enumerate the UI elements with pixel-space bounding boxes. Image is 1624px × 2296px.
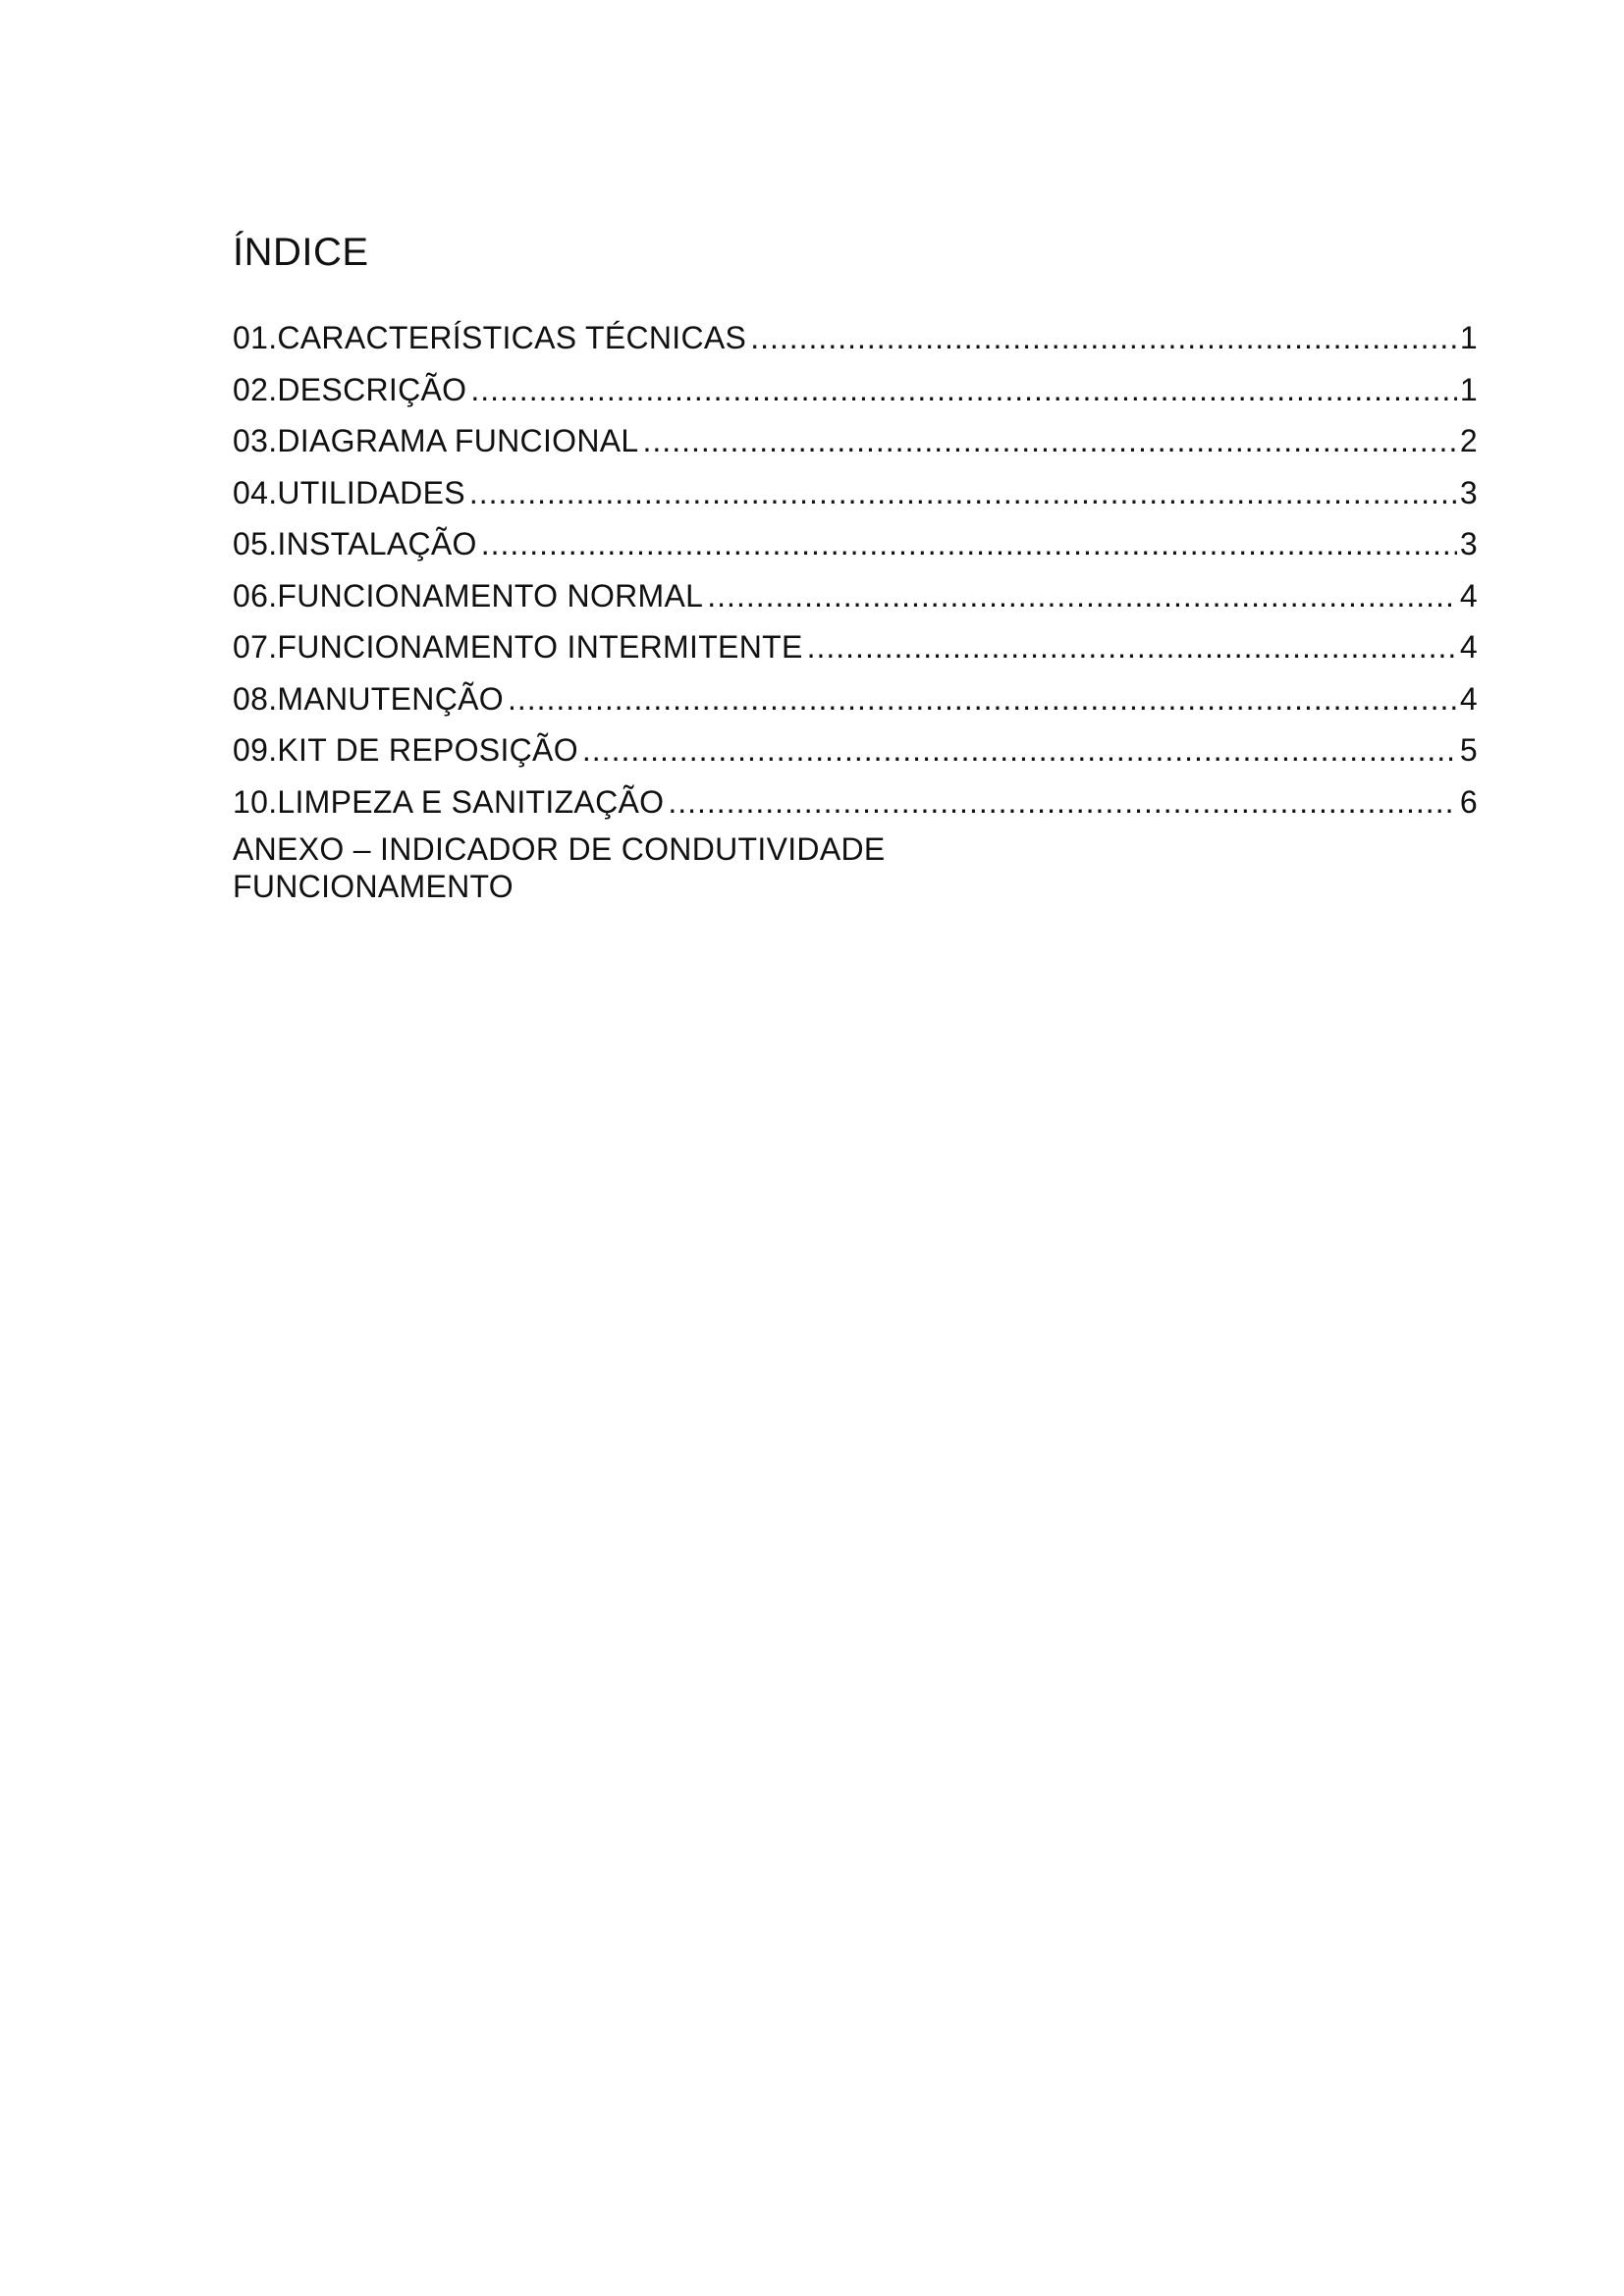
dot-leader (582, 724, 1457, 775)
toc-entry[interactable] (233, 312, 1478, 364)
dot-leader (668, 776, 1457, 828)
toc-entry-label: 09.KIT DE REPOSIÇÃO (233, 732, 578, 768)
annex-title: ANEXO – INDICADOR DE CONDUTIVIDADE (233, 831, 886, 867)
toc-entry[interactable] (233, 776, 1478, 828)
annex-entry[interactable] (233, 830, 886, 905)
toc-entry[interactable] (233, 570, 1478, 622)
toc-entry-label: 03.DIAGRAMA FUNCIONAL (233, 423, 639, 458)
dot-leader (707, 570, 1457, 621)
table-of-contents (233, 312, 1478, 828)
toc-entry-page: 6 (1459, 783, 1478, 820)
toc-entry[interactable] (233, 518, 1478, 570)
dot-leader (469, 467, 1457, 518)
toc-entry-label: 08.MANUTENÇÃO (233, 680, 504, 717)
toc-entry[interactable] (233, 415, 1478, 467)
toc-entry-label: 10.LIMPEZA E SANITIZAÇÃO (233, 783, 665, 820)
toc-entry-page: 4 (1459, 577, 1478, 614)
dot-leader (750, 312, 1457, 363)
page-title: ÍNDICE (233, 231, 369, 274)
toc-entry-label: 02.DESCRIÇÃO (233, 371, 467, 407)
toc-entry-page: 4 (1459, 680, 1478, 717)
toc-entry-page: 1 (1459, 371, 1478, 407)
toc-entry-page: 3 (1459, 474, 1478, 510)
toc-entry-label: 06.FUNCIONAMENTO NORMAL (233, 577, 704, 614)
dot-leader (643, 415, 1457, 466)
toc-entry-label: 05.INSTALAÇÃO (233, 526, 477, 561)
annex-subtitle: FUNCIONAMENTO (233, 869, 514, 904)
toc-entry[interactable] (233, 467, 1478, 519)
toc-entry-page: 1 (1459, 320, 1478, 355)
toc-entry-page: 2 (1459, 423, 1478, 458)
dot-leader (470, 364, 1457, 415)
toc-entry-label: 01.CARACTERÍSTICAS TÉCNICAS (233, 320, 747, 355)
toc-entry[interactable] (233, 621, 1478, 673)
toc-entry-page: 3 (1459, 526, 1478, 561)
toc-entry[interactable] (233, 673, 1478, 725)
dot-leader (481, 518, 1457, 569)
toc-entry-label: 07.FUNCIONAMENTO INTERMITENTE (233, 629, 803, 665)
dot-leader (508, 673, 1457, 724)
toc-entry[interactable] (233, 364, 1478, 416)
toc-entry-page: 5 (1459, 732, 1478, 768)
toc-entry-label: 04.UTILIDADES (233, 474, 465, 510)
toc-entry-page: 4 (1459, 629, 1478, 665)
toc-entry[interactable] (233, 724, 1478, 776)
dot-leader (807, 621, 1457, 672)
